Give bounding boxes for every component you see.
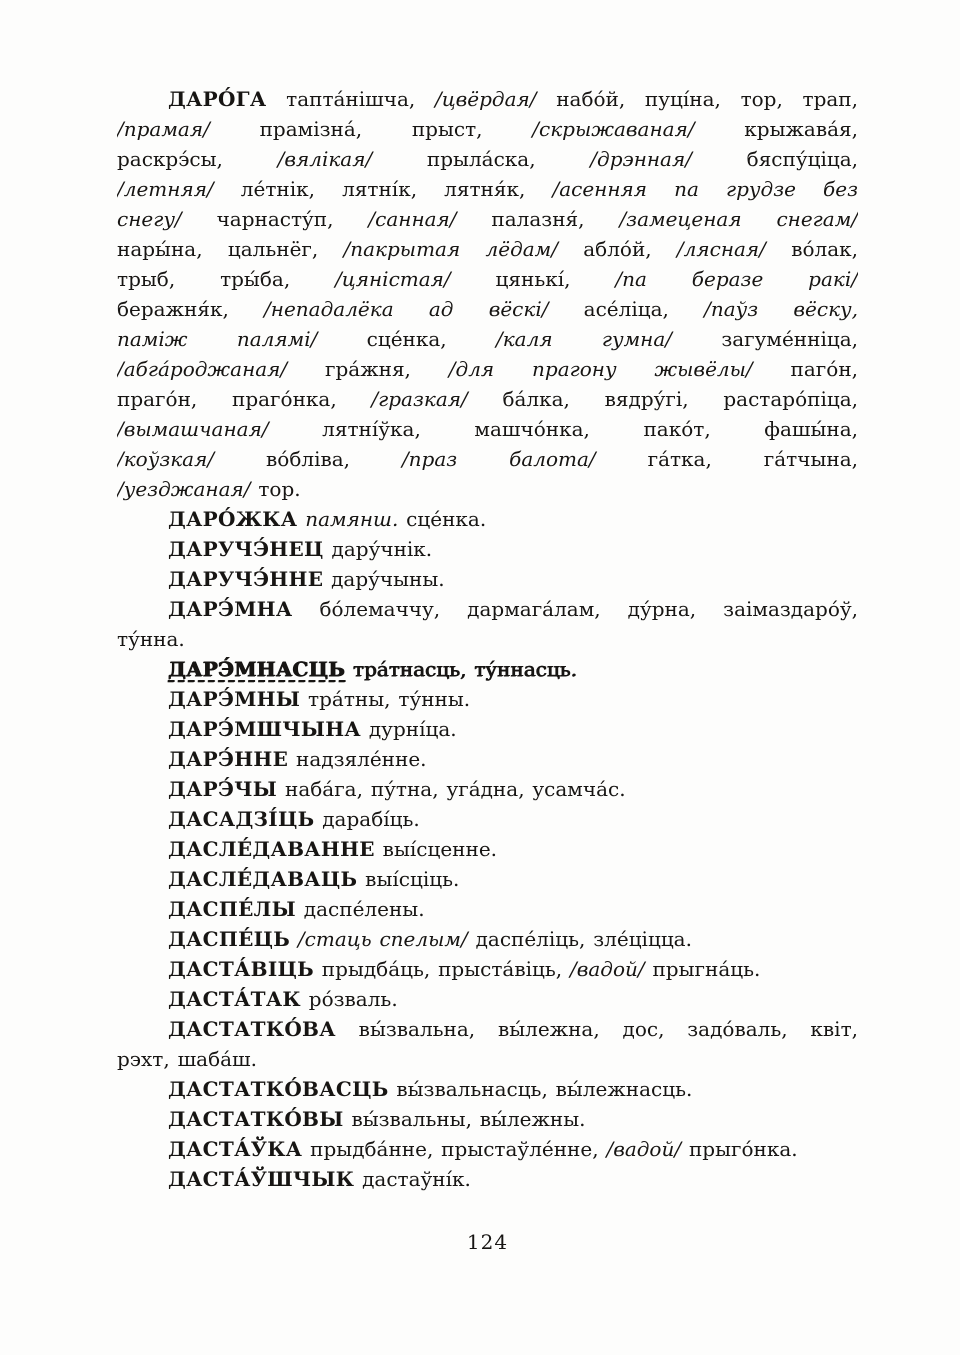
dictionary-text-block <box>117 84 858 1194</box>
usage-qualifier: /коўзкая/ <box>117 447 215 471</box>
text-line <box>117 654 858 684</box>
dictionary-entry <box>117 804 858 834</box>
synonyms-text: выі́сціць. <box>357 867 460 891</box>
entry-headword: ДАРО́ГА <box>168 87 267 111</box>
entry-headword: ДАСТАТКО́ВА <box>168 1017 336 1041</box>
usage-qualifier: /замеценая снегам/ <box>619 207 858 231</box>
synonyms-text: прыгна́ць. <box>644 957 761 981</box>
usage-qualifier: /стаць спелым/ <box>297 927 468 951</box>
usage-qualifier: /летняя/ <box>117 177 214 201</box>
text-line <box>117 984 858 1014</box>
dictionary-entry <box>117 744 858 774</box>
entry-headword: ДАРЭ́ННЕ <box>168 747 289 771</box>
synonyms-text: вы́звальнасць, вы́лежнасць. <box>388 1077 693 1101</box>
text-line <box>117 384 858 414</box>
text-line <box>117 594 858 624</box>
synonyms-text: прыдба́нне, прыстаўле́нне, <box>302 1137 607 1161</box>
entry-headword: ДАСТА́ТАК <box>168 987 301 1011</box>
text-line <box>117 84 858 114</box>
dictionary-entry <box>117 714 858 744</box>
synonyms-text: надзяле́нне. <box>288 747 427 771</box>
text-line <box>117 624 858 654</box>
usage-qualifier: паміж палямі/ <box>117 327 318 351</box>
text-line <box>117 1164 858 1194</box>
usage-qualifier: /паўз вёску, <box>704 297 858 321</box>
dictionary-entry <box>117 774 858 804</box>
text-line <box>117 684 858 714</box>
usage-qualifier: /вадой/ <box>569 957 645 981</box>
dictionary-entry <box>117 1074 858 1104</box>
text-line <box>117 864 858 894</box>
synonyms-text: дару́чыны. <box>323 567 445 591</box>
entry-headword: ДАСПЕ́ЛЫ <box>168 897 296 921</box>
text-line <box>117 744 858 774</box>
dictionary-entry <box>117 534 858 564</box>
text-line <box>117 264 858 294</box>
text-line <box>117 114 858 144</box>
dictionary-entry <box>117 954 858 984</box>
synonyms-text: крыжава́я, <box>694 117 858 141</box>
entry-headword: ДАРЭ́МНА <box>168 597 293 621</box>
entry-headword: ДАСТА́ЎКА <box>168 1137 303 1161</box>
text-line <box>117 954 858 984</box>
usage-qualifier: /цвёрдая/ <box>434 87 537 111</box>
usage-qualifier: /праз балота/ <box>401 447 596 471</box>
synonyms-text: нары́на, цальнёг, <box>117 237 344 261</box>
text-line <box>117 1044 858 1074</box>
synonyms-text: сце́нка. <box>398 507 487 531</box>
text-line <box>117 774 858 804</box>
synonyms-text: выі́сценне. <box>374 837 498 861</box>
entry-headword: ДАСТА́ВІЦЬ <box>168 957 314 981</box>
dictionary-entry <box>117 924 858 954</box>
synonyms-text: рэхт, шаба́ш. <box>117 1047 257 1071</box>
synonyms-text: вы́звальны, вы́лежны. <box>343 1107 586 1131</box>
synonyms-text: сце́нка, <box>317 327 496 351</box>
synonyms-text: ту́нна. <box>117 627 185 651</box>
synonyms-text: палазня́, <box>456 207 620 231</box>
usage-qualifier: памянш. <box>305 507 399 531</box>
dictionary-entry <box>117 684 858 714</box>
text-line <box>117 564 858 594</box>
entry-headword: ДАРЭ́МНЫ <box>168 687 301 711</box>
dictionary-entry <box>117 894 858 924</box>
usage-qualifier: /асенняя па грудзе без <box>552 177 858 201</box>
synonyms-text: асе́ліца, <box>548 297 705 321</box>
usage-qualifier: /вымашчаная/ <box>117 417 269 441</box>
page-number: 124 <box>466 1230 509 1254</box>
synonyms-text: ба́лка, вядру́гі, растаро́піца, <box>467 387 858 411</box>
usage-qualifier: /санная/ <box>368 207 457 231</box>
synonyms-text: прамізна́, прыст, <box>209 117 533 141</box>
synonyms-text: тра́тнасць, ту́ннасць. <box>345 657 577 681</box>
synonyms-text: дастаўні́к. <box>354 1167 471 1191</box>
dictionary-entry <box>117 1164 858 1194</box>
synonyms-text: лятні́ўка, машчо́нка, пако́т, фашы́на, <box>268 417 858 441</box>
text-line <box>117 474 858 504</box>
usage-qualifier: /каля гумна/ <box>495 327 673 351</box>
dictionary-entry <box>117 594 858 654</box>
text-line <box>117 234 858 264</box>
text-line <box>117 1104 858 1134</box>
entry-headword: ДАРЭ́МШЧЫНА <box>168 717 361 741</box>
synonyms-text: дару́чнік. <box>323 537 433 561</box>
dictionary-entry <box>117 864 858 894</box>
usage-qualifier: /абга́роджаная/ <box>117 357 288 381</box>
entry-headword: ДАРЭ́ЧЫ <box>168 777 278 801</box>
usage-qualifier: /лясная/ <box>676 237 766 261</box>
synonyms-text: загуме́нніца, <box>672 327 858 351</box>
synonyms-text: абло́й, <box>557 237 677 261</box>
text-line <box>117 834 858 864</box>
synonyms-text: бяспу́ціца, <box>691 147 858 171</box>
usage-qualifier: /прамая/ <box>117 117 210 141</box>
synonyms-text: ле́тнік, лятні́к, лятня́к, <box>213 177 553 201</box>
synonyms-text: гра́жня, <box>287 357 449 381</box>
text-line <box>117 354 858 384</box>
text-line <box>117 1134 858 1164</box>
synonyms-text: чарнасту́п, <box>181 207 369 231</box>
dictionary-entry <box>117 504 858 534</box>
text-line <box>117 324 858 354</box>
usage-qualifier: /гразкая/ <box>371 387 468 411</box>
dictionary-entry <box>117 564 858 594</box>
usage-qualifier: /вадой/ <box>606 1137 682 1161</box>
synonyms-text: дарабі́ць. <box>314 807 420 831</box>
usage-qualifier: /цяністая/ <box>335 267 451 291</box>
entry-headword: ДАСЛЕ́ДАВАЦЬ <box>168 867 358 891</box>
text-line <box>117 414 858 444</box>
synonyms-text: прыла́ска, <box>372 147 591 171</box>
synonyms-text: ро́зваль. <box>300 987 398 1011</box>
synonyms-text: тапта́нішча, <box>266 87 435 111</box>
text-line <box>117 144 858 174</box>
synonyms-text: га́тка, га́тчына, <box>595 447 858 471</box>
usage-qualifier: /дрэнная/ <box>590 147 692 171</box>
usage-qualifier: снегу/ <box>117 207 182 231</box>
synonyms-text: цянькі́, <box>450 267 616 291</box>
dictionary-entry <box>117 1134 858 1164</box>
synonyms-text: наба́га, пу́тна, уга́дна, усамча́с. <box>277 777 626 801</box>
text-line <box>117 204 858 234</box>
synonyms-text: вы́звальна, вы́лежна, дос, задо́валь, квіт, <box>335 1017 858 1041</box>
text-line <box>117 294 858 324</box>
text-line <box>117 804 858 834</box>
synonyms-text: беражня́к, <box>117 297 265 321</box>
synonyms-text: паго́н, <box>752 357 858 381</box>
text-line <box>117 174 858 204</box>
synonyms-text: даспе́лены. <box>295 897 425 921</box>
entry-headword: ДАРУЧЭ́НЕЦ <box>168 537 324 561</box>
entry-headword: ДАСАДЗІ́ЦЬ <box>168 807 315 831</box>
usage-qualifier: /уезджаная/ <box>117 477 251 501</box>
entry-headword: ДАРО́ЖКА <box>168 507 298 531</box>
text-line <box>117 444 858 474</box>
text-line <box>117 924 858 954</box>
synonyms-text: прыго́нка. <box>681 1137 798 1161</box>
synonyms-text: праго́н, праго́нка, <box>117 387 372 411</box>
dictionary-entry <box>117 84 858 504</box>
synonyms-text: прыдба́ць, прыста́віць, <box>313 957 570 981</box>
usage-qualifier: /скрыжаваная/ <box>532 117 695 141</box>
entry-headword: ДАСЛЕ́ДАВАННЕ <box>168 837 375 861</box>
dictionary-entry <box>117 984 858 1014</box>
synonyms-text: трыб, тры́ба, <box>117 267 336 291</box>
text-line <box>117 1074 858 1104</box>
synonyms-text <box>290 927 298 951</box>
dictionary-entry <box>117 834 858 864</box>
entry-headword: ДАСТАТКО́ВАСЦЬ <box>168 1077 389 1101</box>
entry-headword: ДАСТА́ЎШЧЫК <box>168 1167 355 1191</box>
dictionary-entry <box>117 1104 858 1134</box>
synonyms-text: бо́лемаччу, дармага́лам, ду́рна, заімаздаро́ў, <box>292 597 858 621</box>
synonyms-text: даспе́ліць, зле́ціцца. <box>467 927 692 951</box>
synonyms-text: набо́й, пуці́на, тор, трап, <box>536 87 858 111</box>
text-line <box>117 1014 858 1044</box>
entry-headword: ДАРУЧЭ́ННЕ <box>168 567 324 591</box>
text-line <box>117 714 858 744</box>
entry-headword: ДАСТАТКО́ВЫ <box>168 1107 344 1131</box>
synonyms-text: дурні́ца. <box>361 717 457 741</box>
synonyms-text: тра́тны, ту́нны. <box>300 687 471 711</box>
synonyms-text: во́лак, <box>765 237 858 261</box>
usage-qualifier: /для прагону жывёлы/ <box>448 357 753 381</box>
dictionary-entry <box>117 654 858 684</box>
usage-qualifier: /вялікая/ <box>277 147 373 171</box>
text-line <box>117 534 858 564</box>
text-line <box>117 894 858 924</box>
entry-headword: ДАРЭ́МНАСЦЬ <box>168 657 346 681</box>
usage-qualifier: /па беразе ракі/ <box>615 267 858 291</box>
entry-headword: ДАСПЕ́ЦЬ <box>168 927 291 951</box>
synonyms-text: тор. <box>250 477 301 501</box>
dictionary-entry <box>117 1014 858 1074</box>
synonyms-text: раскрэ́сы, <box>117 147 278 171</box>
usage-qualifier: /непадалёка ад вёскі/ <box>264 297 549 321</box>
text-line <box>117 504 858 534</box>
usage-qualifier: /пакрытая лёдам/ <box>343 237 558 261</box>
synonyms-text: во́бліва, <box>214 447 402 471</box>
